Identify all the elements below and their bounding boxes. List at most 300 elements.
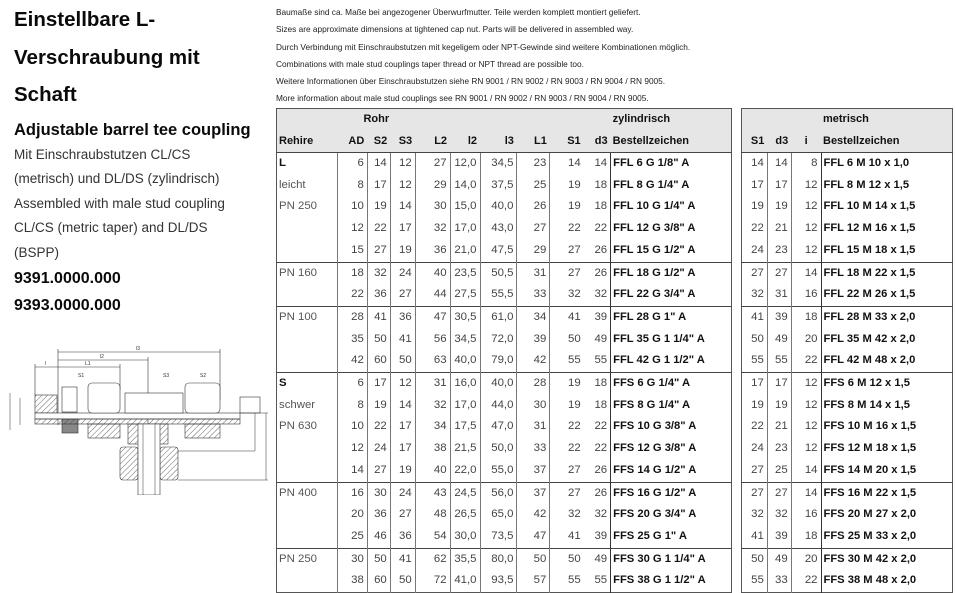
pressure-group-label: schwer [279, 398, 316, 411]
table-row [742, 526, 953, 548]
pressure-group-label: PN 250 [277, 548, 338, 570]
metric-cell-i: 12 [791, 373, 821, 395]
table-row [742, 395, 953, 417]
table-row [742, 218, 953, 240]
order-code: FFL 22 G 3/4" A [611, 284, 732, 306]
cell-s3: 36 [390, 306, 415, 328]
cell-l1: 47 [517, 526, 550, 548]
metric-cell-i: 12 [791, 196, 821, 218]
metric-cell-d3: 23 [767, 240, 791, 262]
pressure-group-label [277, 570, 338, 592]
cell-d3: 39 [584, 306, 611, 328]
column-header-l2: L2 [415, 130, 450, 153]
pressure-group-label: PN 400 [277, 482, 338, 504]
cell-s2: 36 [367, 504, 390, 526]
table-row [742, 504, 953, 526]
cell-s2: 27 [367, 460, 390, 482]
metric-cell-i: 12 [791, 240, 821, 262]
table-row [277, 373, 732, 395]
table-row [277, 262, 732, 284]
table-row [742, 416, 953, 438]
cell-l2: 15,0 [450, 196, 480, 218]
table-row [742, 329, 953, 351]
metric-cell-d3: 21 [767, 416, 791, 438]
cell-l3: 40,0 [480, 373, 517, 395]
cylindrical-dimensions-table [276, 108, 732, 593]
metric-order-code: FFS 8 M 14 x 1,5 [821, 395, 953, 417]
cell-s1: 22 [550, 438, 584, 460]
cell-s2: 17 [367, 175, 390, 197]
cell-s1: 22 [550, 416, 584, 438]
order-code: FFS 25 G 1" A [611, 526, 732, 548]
dim-label-S1: S1 [78, 373, 85, 379]
metric-order-code: FFS 14 M 20 x 1,5 [821, 460, 953, 482]
dim-label-l3: l3 [136, 346, 140, 352]
cell-l2: 26,5 [450, 504, 480, 526]
metric-cell-i: 22 [791, 350, 821, 372]
metric-cell-d3: 27 [767, 262, 791, 284]
table-row [277, 218, 732, 240]
product-info [14, 0, 270, 319]
metric-order-code: FFL 42 M 48 x 2,0 [821, 350, 953, 372]
table-row [742, 175, 953, 197]
cell-d3: 55 [594, 574, 608, 587]
cell-l3: 34,5 [480, 153, 517, 175]
order-code: FFS 10 G 3/8" A [611, 416, 732, 438]
cell-l2: 47 [415, 306, 450, 328]
metric-cell-s1: 19 [751, 398, 764, 411]
cell-ad: 38 [337, 570, 367, 592]
table-row [277, 548, 732, 570]
metric-column-header-i: i [791, 130, 821, 153]
metric-cell-i: 12 [791, 175, 821, 197]
column-header-s3: S3 [390, 130, 415, 153]
cell-d3: 49 [584, 548, 611, 570]
table-row [742, 153, 953, 175]
cell-l2: 17,0 [450, 395, 480, 417]
cell-s2: 14 [367, 153, 390, 175]
cell-l2: 56 [415, 329, 450, 351]
cell-s1: 14 [550, 153, 584, 175]
cell-l2: 22,0 [450, 460, 480, 482]
cell-l2: 21,5 [450, 438, 480, 460]
metric-cell-d3: 19 [767, 395, 791, 417]
metric-cell-d3: 32 [767, 504, 791, 526]
cell-ad: 12 [337, 218, 367, 240]
cell-ad: 10 [337, 196, 367, 218]
cell-d3: 55 [594, 354, 608, 367]
technical-drawing-icon [0, 335, 275, 495]
cell-ad: 15 [337, 240, 367, 262]
metric-cell-s1: 14 [742, 153, 768, 175]
table-row [277, 438, 732, 460]
pressure-group-label: leicht [279, 178, 306, 191]
order-code: FFL 28 G 1" A [611, 306, 732, 328]
metric-cell-s1: 55 [751, 574, 764, 587]
metric-cell-d3: 39 [767, 306, 791, 328]
cell-l1: 50 [517, 548, 550, 570]
dim-label-S3: S3 [163, 373, 170, 379]
cell-l1: 33 [517, 284, 550, 306]
cell-s1: 19 [550, 373, 584, 395]
cell-l2: 30,0 [450, 526, 480, 548]
metric-column-header-bestellzeichen: Bestellzeichen [821, 130, 953, 153]
cell-s3: 36 [390, 526, 415, 548]
metric-cell-d3: 19 [767, 196, 791, 218]
cell-l2: 29 [415, 175, 450, 197]
cell-l2: 21,0 [450, 240, 480, 262]
metric-cell-i: 20 [791, 548, 821, 570]
metric-cell-s1: 41 [742, 306, 768, 328]
cell-ad: 18 [337, 262, 367, 284]
cell-s1: 55 [550, 350, 584, 372]
cell-l2: 12,0 [450, 153, 480, 175]
cell-l2: 63 [415, 350, 450, 372]
cell-s1: 50 [550, 329, 584, 351]
table-row [277, 329, 732, 351]
metric-cell-d3: 14 [767, 153, 791, 175]
group-header-metrisch: metrisch [821, 109, 953, 131]
metric-cell-i: 12 [791, 395, 821, 417]
table-row [742, 438, 953, 460]
pressure-group-label [277, 504, 338, 526]
cell-ad: 6 [337, 153, 367, 175]
metric-cell-i: 14 [791, 460, 821, 482]
note-line: Sizes are approximate dimensions at tightened cap nut. Parts will be delivered in assembled way. [276, 24, 634, 35]
cell-d3: 14 [584, 153, 611, 175]
product-title [14, 0, 270, 114]
metric-cell-s1: 19 [751, 200, 764, 213]
cell-s2: 36 [367, 284, 390, 306]
cell-l2: 30,5 [450, 306, 480, 328]
metric-cell-d3: 39 [767, 526, 791, 548]
cell-l3: 50,5 [480, 262, 517, 284]
metric-cell-d3: 33 [767, 570, 791, 592]
cell-ad: 35 [337, 329, 367, 351]
cell-s2: 50 [367, 329, 390, 351]
table-row [277, 153, 732, 175]
cell-l1: 25 [517, 175, 550, 197]
metric-cell-s1: 27 [742, 482, 768, 504]
cell-d3: 18 [594, 398, 608, 411]
order-code: FFL 18 G 1/2" A [611, 262, 732, 284]
metric-cell-d3: 49 [767, 329, 791, 351]
cell-l3: 55,0 [480, 460, 517, 482]
cell-l2: 32 [415, 218, 450, 240]
description-line: Mit Einschraubstutzen CL/CS [14, 146, 191, 162]
metric-order-code: FFL 12 M 16 x 1,5 [821, 218, 953, 240]
cell-ad: 8 [337, 395, 367, 417]
cell-s1: 19 [550, 395, 584, 417]
pressure-group-label [277, 460, 338, 482]
pressure-group-label: S [277, 373, 338, 395]
metric-cell-i: 16 [791, 284, 821, 306]
note-line: Combinations with male stud couplings taper thread or NPT thread are possible too. [276, 58, 584, 69]
cell-l2: 35,5 [450, 548, 480, 570]
product-title-line: Verschraubung mit [14, 45, 200, 69]
cell-l3: 80,0 [480, 548, 517, 570]
cell-l3: 43,0 [480, 218, 517, 240]
cell-s2: 41 [367, 306, 390, 328]
cell-s2: 17 [367, 373, 390, 395]
group-header-rohr: Rohr [337, 109, 415, 131]
cell-s3: 17 [390, 438, 415, 460]
metric-cell-s1: 22 [751, 420, 764, 433]
metric-cell-i: 12 [791, 438, 821, 460]
note-line: Durch Verbindung mit Einschraubstutzen mit kegeligem oder NPT-Gewinde sind weitere Kombinationen möglich. [276, 41, 691, 52]
cell-l2: 23,5 [450, 262, 480, 284]
table-row [277, 196, 732, 218]
table-row [277, 504, 732, 526]
cell-l2: 36 [415, 240, 450, 262]
column-header-l1: L1 [517, 130, 550, 153]
cell-s3: 24 [390, 482, 415, 504]
pressure-group-label: PN 250 [279, 200, 317, 213]
cell-ad: 20 [337, 504, 367, 526]
metric-cell-s1: 22 [751, 222, 764, 235]
table-row [277, 240, 732, 262]
metric-cell-i: 20 [791, 329, 821, 351]
metric-order-code: FFL 35 M 42 x 2,0 [821, 329, 953, 351]
table-row [277, 570, 732, 592]
cell-ad: 10 [337, 416, 367, 438]
metric-column-header-s1: S1 [742, 130, 768, 153]
cell-d3: 39 [594, 529, 608, 542]
pressure-group-label: PN 630 [279, 420, 317, 433]
metric-column-header-d3: d3 [767, 130, 791, 153]
cell-s3: 12 [390, 175, 415, 197]
metric-cell-i: 8 [791, 153, 821, 175]
cell-l3: 56,0 [480, 482, 517, 504]
cell-s2: 46 [367, 526, 390, 548]
table-row [277, 175, 732, 197]
cell-s3: 19 [390, 460, 415, 482]
table-row [277, 284, 732, 306]
cell-s2: 32 [367, 262, 390, 284]
cell-l1: 42 [517, 504, 550, 526]
group-header-zylindrisch: zylindrisch [611, 109, 732, 131]
pressure-group-label: PN 160 [277, 262, 338, 284]
table-row [742, 482, 953, 504]
cell-s2: 27 [367, 240, 390, 262]
table-row [277, 395, 732, 417]
cell-s3: 14 [390, 196, 415, 218]
cell-l2: 40 [415, 460, 450, 482]
pressure-group-label [277, 240, 338, 262]
cell-ad: 14 [337, 460, 367, 482]
cell-l1: 28 [517, 373, 550, 395]
cell-s3: 12 [390, 153, 415, 175]
cell-l3: 37,5 [480, 175, 517, 197]
table-row [742, 284, 953, 306]
cell-l3: 73,5 [480, 526, 517, 548]
cell-l3: 79,0 [480, 350, 517, 372]
pressure-group-label [277, 284, 338, 306]
cell-l3: 65,0 [480, 504, 517, 526]
cell-d3: 18 [594, 200, 608, 213]
table-row [742, 262, 953, 284]
pressure-group-label [277, 438, 338, 460]
cell-s3: 27 [390, 504, 415, 526]
metric-cell-s1: 55 [751, 354, 764, 367]
description-line: CL/CS (metric taper) and DL/DS [14, 220, 208, 236]
cell-s1: 55 [550, 570, 584, 592]
metric-dimensions-table [741, 108, 953, 593]
metric-cell-s1: 24 [751, 442, 764, 455]
metric-cell-i: 18 [791, 306, 821, 328]
metric-cell-i: 14 [791, 482, 821, 504]
pressure-group-label: L [277, 153, 338, 175]
cell-l1: 37 [517, 482, 550, 504]
metric-cell-s1: 17 [742, 373, 768, 395]
dim-label-l: l [45, 361, 47, 367]
column-header-d3: d3 [584, 130, 611, 153]
cell-s2: 30 [367, 482, 390, 504]
pressure-group-label [277, 526, 338, 548]
note-line: Weitere Informationen über Einschraubstutzen siehe RN 9001 / RN 9002 / RN 9003 / RN 9004 / RN 9005. [276, 76, 666, 87]
cell-l3: 47,5 [480, 240, 517, 262]
cell-ad: 22 [337, 284, 367, 306]
column-header-s1: S1 [550, 130, 584, 153]
cell-l2: 17,5 [450, 416, 480, 438]
cell-d3: 32 [594, 508, 608, 521]
cell-l2: 16,0 [450, 373, 480, 395]
order-code: FFL 35 G 1 1/4" A [611, 329, 732, 351]
cell-l1: 34 [517, 306, 550, 328]
pressure-group-label [277, 350, 338, 372]
cell-l2: 40 [415, 262, 450, 284]
cell-l1: 42 [517, 350, 550, 372]
order-code: FFS 16 G 1/2" A [611, 482, 732, 504]
cell-d3: 26 [594, 463, 608, 476]
table-row [277, 350, 732, 372]
metric-cell-i: 18 [791, 526, 821, 548]
cell-s1: 32 [550, 504, 584, 526]
cell-s3: 14 [390, 395, 415, 417]
metric-cell-i: 12 [791, 416, 821, 438]
cell-l2: 30 [415, 196, 450, 218]
part-number: 9393.0000.000 [14, 297, 121, 315]
metric-order-code: FFS 25 M 33 x 2,0 [821, 526, 953, 548]
cell-ad: 8 [337, 175, 367, 197]
metric-cell-d3: 55 [767, 350, 791, 372]
order-code: FFS 20 G 3/4" A [611, 504, 732, 526]
cell-l2: 44 [415, 284, 450, 306]
order-code: FFL 15 G 1/2" A [611, 240, 732, 262]
cell-s3: 41 [390, 329, 415, 351]
metric-cell-d3: 17 [767, 373, 791, 395]
cell-d3: 26 [584, 482, 611, 504]
cell-l1: 33 [517, 438, 550, 460]
cell-l2: 38 [415, 438, 450, 460]
metric-cell-s1: 24 [751, 243, 764, 256]
cell-s2: 60 [367, 570, 390, 592]
table-row [742, 196, 953, 218]
cell-l3: 47,0 [480, 416, 517, 438]
cell-d3: 22 [594, 442, 608, 455]
cell-ad: 12 [337, 438, 367, 460]
table-row [277, 306, 732, 328]
cell-l2: 62 [415, 548, 450, 570]
cell-l2: 41,0 [450, 570, 480, 592]
cell-s3: 24 [390, 262, 415, 284]
cell-s1: 32 [550, 284, 584, 306]
cell-l2: 48 [415, 504, 450, 526]
order-code: FFL 6 G 1/8" A [611, 153, 732, 175]
pressure-group-label [277, 218, 338, 240]
order-code: FFS 14 G 1/2" A [611, 460, 732, 482]
cell-s3: 50 [390, 570, 415, 592]
cell-d3: 18 [584, 373, 611, 395]
table-row [742, 240, 953, 262]
cell-l2: 54 [415, 526, 450, 548]
notes [276, 4, 956, 108]
cell-l1: 29 [517, 240, 550, 262]
cell-s3: 41 [390, 548, 415, 570]
cell-l2: 14,0 [450, 175, 480, 197]
table-row [742, 350, 953, 372]
metric-cell-i: 22 [791, 570, 821, 592]
cell-l2: 27,5 [450, 284, 480, 306]
cell-d3: 26 [594, 243, 608, 256]
cell-ad: 42 [337, 350, 367, 372]
cell-d3: 32 [594, 288, 608, 301]
cell-l1: 26 [517, 196, 550, 218]
order-code: FFL 42 G 1 1/2" A [611, 350, 732, 372]
metric-cell-s1: 32 [751, 508, 764, 521]
metric-order-code: FFL 10 M 14 x 1,5 [821, 196, 953, 218]
cell-s3: 12 [390, 373, 415, 395]
cell-s1: 19 [550, 196, 584, 218]
pressure-group-label [277, 329, 338, 351]
metric-cell-s1: 27 [742, 262, 768, 284]
cell-s1: 41 [550, 526, 584, 548]
metric-order-code: FFS 38 M 48 x 2,0 [821, 570, 953, 592]
cell-l3: 50,0 [480, 438, 517, 460]
column-header-bestellzeichen: Bestellzeichen [611, 130, 732, 153]
cell-l3: 72,0 [480, 329, 517, 351]
cell-l1: 57 [517, 570, 550, 592]
table-row [277, 416, 732, 438]
metric-order-code: FFL 15 M 18 x 1,5 [821, 240, 953, 262]
cell-s3: 19 [390, 240, 415, 262]
cell-l2: 34,5 [450, 329, 480, 351]
metric-cell-d3: 49 [767, 548, 791, 570]
order-code: FFS 12 G 3/8" A [611, 438, 732, 460]
cell-l2: 43 [415, 482, 450, 504]
pressure-group-label: PN 100 [277, 306, 338, 328]
metric-cell-s1: 17 [751, 178, 764, 191]
metric-order-code: FFL 6 M 10 x 1,0 [821, 153, 953, 175]
metric-cell-i: 16 [791, 504, 821, 526]
description-line: (metrisch) und DL/DS (zylindrisch) [14, 171, 220, 187]
metric-order-code: FFS 6 M 12 x 1,5 [821, 373, 953, 395]
cell-l2: 32 [415, 395, 450, 417]
cell-l1: 27 [517, 218, 550, 240]
order-code: FFL 10 G 1/4" A [611, 196, 732, 218]
column-header-l3: l3 [480, 130, 517, 153]
cell-ad: 16 [337, 482, 367, 504]
order-code: FFS 6 G 1/4" A [611, 373, 732, 395]
metric-order-code: FFS 20 M 27 x 2,0 [821, 504, 953, 526]
cell-s2: 24 [367, 438, 390, 460]
column-header-s2: S2 [367, 130, 390, 153]
cell-l1: 30 [517, 395, 550, 417]
cell-l1: 31 [517, 416, 550, 438]
cell-s1: 27 [550, 482, 584, 504]
cell-d3: 22 [594, 222, 608, 235]
cell-s2: 60 [367, 350, 390, 372]
